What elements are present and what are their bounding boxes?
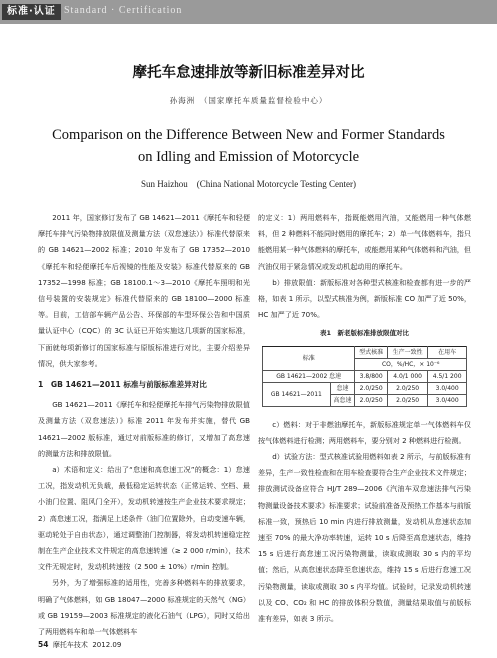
paragraph: 2011 年，国家修订发布了 GB 14621—2011《摩托车和轻便摩托车排气污染物排放限值及测量方法（双怠速法）》标准代替原来的 GB 14621—2002 标准；2010 年发布了 GB 17352—2010《摩托车和轻便摩托车后视镜的性能及安装》标准代替原来的 GB 17352—1998 标准；GB 18100.1～3—2010《摩托车照明和光信号装置的安装规定》标准代替原来的 GB 18100—2000 标准等。目前，工信部车辆产品公告、环保部的车型环保公告和中国质量认证中心（CQC）的 3C 认证已开始实施这几项新的国家标准，下面就每项新修订的国家标准与原版标准进行对比，主要介绍差异情况，供大家参考。: [38, 213, 250, 368]
paragraph: 另外，为了增强标准的适用性，完善多种燃料车的排放要求，明确了气体燃料，如 GB 18047—2000 标准规定的天然气（NG）或 GB 19159—2003 标准规定的液化石油气（LPG），同时又给出了两用燃料车和单一气体燃料车: [38, 578, 250, 637]
paragraph: GB 14621—2011《摩托车和轻便摩托车排气污染物排放限值及测量方法（双怠速法）》标准 2011 年发布并实施，替代 GB 14621—2002 版标准，通过对前版标准的修订，又增加了高怠速的测量方法和排放限值。: [38, 400, 250, 458]
table-cell: 2.0/250: [387, 382, 427, 394]
table-unit: CO，%/HC，× 10⁻⁶: [355, 358, 467, 370]
table-cell: GB 14621—2002 怠速: [263, 370, 355, 382]
table-cell: GB 14621—2011: [263, 382, 331, 406]
table-cell: 2.0/250: [387, 394, 427, 406]
table-cell: 3.8/800: [355, 370, 388, 382]
header-bar: [0, 0, 497, 24]
table-cell: 3.0/400: [428, 382, 467, 394]
emission-limits-table: [262, 346, 467, 407]
english-authors: Sun Haizhou (China National Motorcycle Testing Center): [141, 179, 356, 189]
paragraph: d）试验方法：型式核准试验用燃料如表 2 所示，与前版标准有差异，生产一致性检查和在用车检查要符合生产企业技术文件规定；排放测试设备应符合 HJ/T 289—2006《汽油车双怠速法排气污染物测量设备技术要求》标准要求；试验前准备及预热工作基本与前版标准一致，预热后 10 min 内进行排放测量，发动机从怠速状态加速至 70% 的最大净功率转速，运转 10 s 后降至高怠速状态，维持 15 s 后进行高怠速工况污染物测量，读取成测取 30 s 内的平均值；然后，从高怠速状态降至怠速状态，维持 15 s 后进行怠速工况污染物测量，读取或测取 30 s 内平均值。试验时，记录发动机转速以及 CO、CO₂ 和 HC 的排放体积分数值，测量结果取值与前版标准有差异，如表 3 所示。: [258, 452, 471, 624]
table-row: [263, 370, 467, 382]
table-caption: 表1 新老版标准排放限值对比: [319, 329, 410, 338]
english-title-line-2: on Idling and Emission of Motorcycle: [137, 149, 360, 165]
article-authors: 孙海洲 （国家摩托车质量监督检验中心）: [169, 96, 328, 105]
english-title-line-1: Comparison on the Difference Between New and Former Standards: [52, 127, 445, 143]
table-header-in-use: 在用车: [428, 346, 467, 358]
paragraph: 的定义：1）两用燃料车，指既能燃用汽油，又能燃用一种气体燃料，但 2 种燃料不能同时燃用的摩托车；2）单一气体燃料车，指只能燃用某一种气体燃料的摩托车，或能燃用某种气体燃料和汽油，但汽油仅用于紧急情况或发动机起动用的摩托车。: [258, 213, 471, 271]
table-cell: 高怠速: [330, 394, 355, 406]
table-header-production: 生产一致性: [387, 346, 427, 358]
paragraph: b）排放限值：新版标准对各种型式核准和检查都有进一步的严格，如表 1 所示，以型式核准为例，新版标准 CO 加严了近 50%，HC 加严了近 70%。: [258, 277, 471, 320]
article-title: 摩托车怠速排放等新旧标准差异对比: [132, 65, 365, 81]
page-footer: [38, 640, 121, 650]
journal-name: 摩托车技术: [52, 641, 88, 649]
section-heading: 1 GB 14621—2011 标准与前版标准差异对比: [38, 380, 207, 390]
paragraph: a）术语和定义：给出了“怠速和高怠速工况”的概念：1）怠速工况，指发动机无负载，最低稳定运转状态（正常运转、空档、最小油门位置、阻风门全开），发动机转速按生产企业技术要求规定；2）高怠速工况，指满足上述条件（油门位置除外，自动变速车辆，驱动轮处于自由状态），通过调整油门控制器，将发动机转速稳定控制在生产企业技术文件规定的高怠速转速（≥ 2 000 r/min），技术文件无规定时，发动机转速按（2 500 ± 10%）r/min 控制。: [38, 465, 250, 572]
table-cell: 4.0/1 000: [387, 370, 427, 382]
paragraph: c）燃料：对于非燃油摩托车，新版标准规定单一气体燃料车仅按气体燃料进行检测；两用燃料车，要分别对 2 种燃料进行检测。: [258, 419, 471, 445]
table-cell: 2.0/250: [355, 394, 388, 406]
table-header-standard: 标准: [263, 346, 355, 370]
table-cell: 2.0/250: [355, 382, 388, 394]
table-cell: 怠速: [330, 382, 355, 394]
table-header-type-approval: 型式核准: [355, 346, 388, 358]
table-cell: 3.0/400: [428, 394, 467, 406]
right-column: [258, 210, 471, 627]
journal-issue: 2012.09: [92, 641, 122, 649]
table-cell: 4.5/1 200: [428, 370, 467, 382]
left-column: [38, 210, 250, 640]
table-row: [263, 382, 467, 394]
section-tag: 标准·认证: [2, 4, 61, 20]
section-subtitle: Standard · Certification: [64, 5, 183, 16]
page-number: 54: [38, 640, 49, 649]
